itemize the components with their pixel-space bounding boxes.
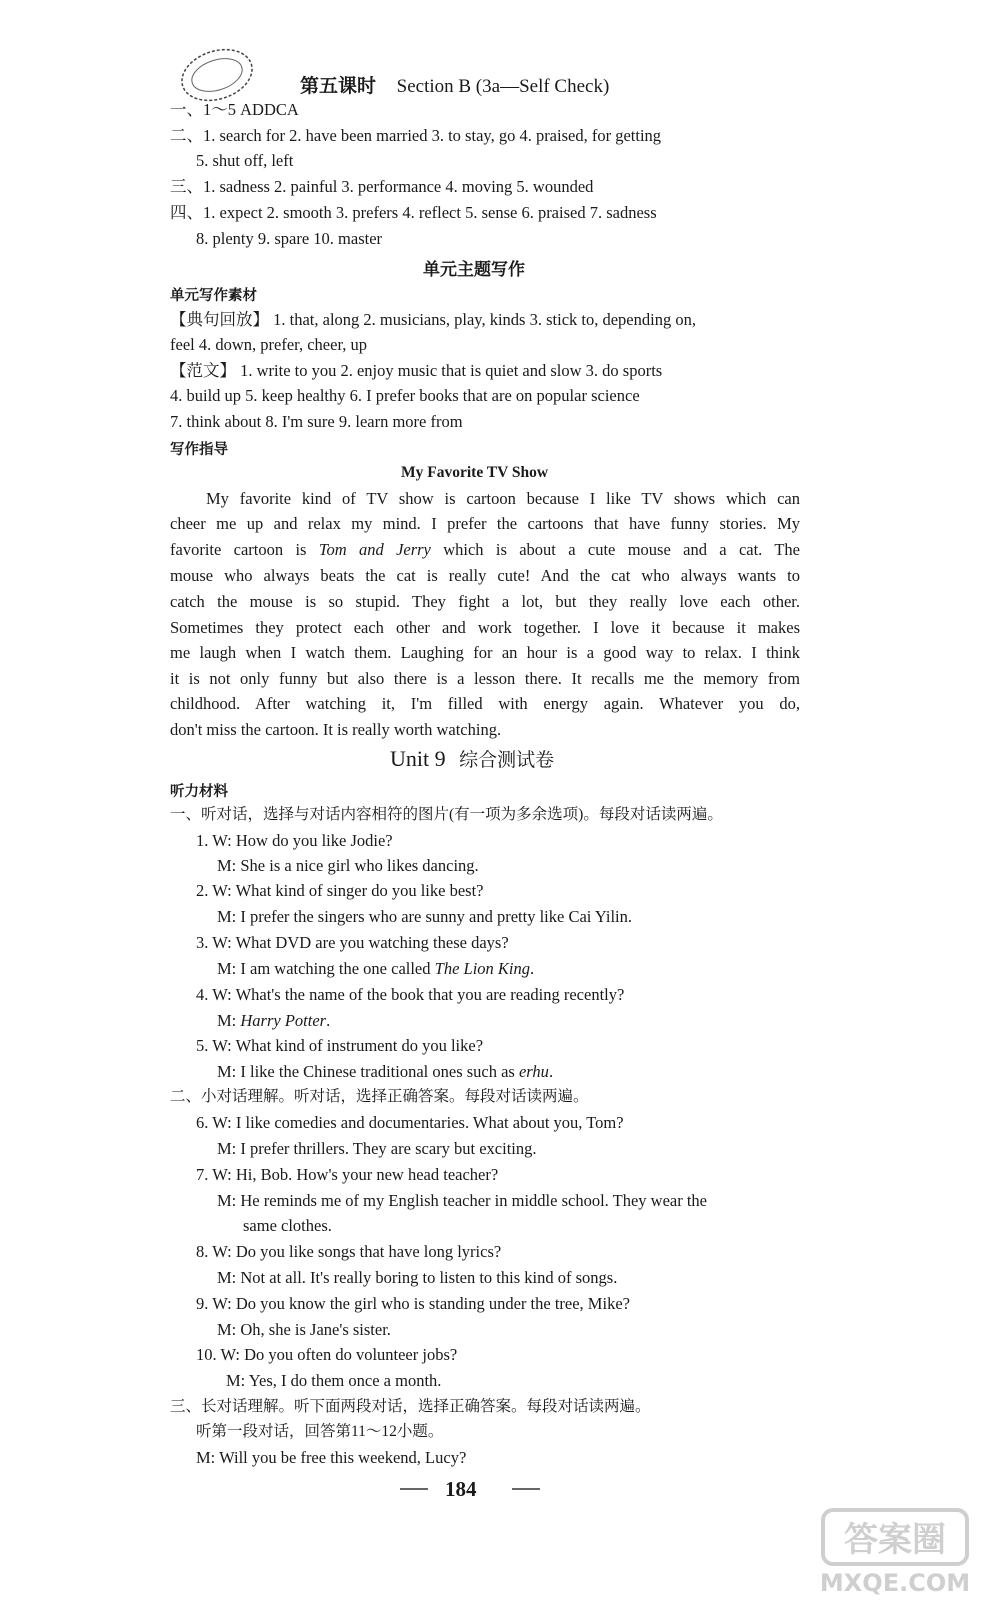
sentences-line-1: 【典句回放】 1. that, along 2. musicians, play, kinds 3. stick to, depending on, [170,310,696,329]
sample-line-3: 7. think about 8. I'm sure 9. learn more from [170,412,463,431]
page-number-dash-left [400,1488,428,1490]
stamp-mark [178,45,256,105]
essay-line-7: me laugh when I watch them. Laughing for an hour is a good way to relax. I think [170,643,800,662]
dvd-title: The Lion King [434,959,530,978]
sentences-line-2: feel 4. down, prefer, cheer, up [170,335,368,354]
unit-title [390,745,554,772]
essay-text: which is about a cute mouse and a cat. The [430,540,801,559]
answer-line-5: 四、1. expect 2. smooth 3. prefers 4. reflect 5. sense 6. praised 7. sadness [170,203,657,222]
dialogue-line: M: He reminds me of my English teacher in middle school. They wear the [217,1191,707,1210]
dialogue-line: M: I prefer thrillers. They are scary but exciting. [217,1139,537,1158]
listening-heading: 听力材料 [170,784,228,800]
book-title: Harry Potter [240,1011,327,1030]
dialogue-line: 7. W: Hi, Bob. How's your new head teacher? [196,1165,499,1184]
essay-line-5: catch the mouse is so stupid. They fight a lot, but they really love each other. [170,592,800,611]
page-number: 184 [445,1477,477,1501]
dialogue-line: 3. W: What DVD are you watching these days? [196,933,509,952]
essay-line-3 [170,539,800,561]
watermark-cn: 答案圈 [844,1520,946,1560]
dialogue-line: 2. W: What kind of singer do you like best? [196,881,484,900]
page-number-dash-right [512,1488,540,1490]
dialogue-line: M: I prefer the singers who are sunny and pretty like Cai Yilin. [217,907,632,926]
sample-line-1: 【范文】 1. write to you 2. enjoy music that is quiet and slow 3. do sports [170,361,663,380]
dialogue-line: 5. W: What kind of instrument do you like? [196,1036,484,1055]
dialogue-line: 6. W: I like comedies and documentaries. What about you, Tom? [196,1113,624,1132]
section-title-cn: 第五课时 [300,75,377,97]
answer-line-2: 二、1. search for 2. have been married 3. to stay, go 4. praised, for getting [170,126,662,145]
essay-line-6: Sometimes they protect each other and work together. I love it because it makes [170,618,800,637]
dialogue-line: M: Oh, she is Jane's sister. [217,1320,391,1339]
answer-line-3: 5. shut off, left [196,151,294,170]
dialogue-line: 1. W: How do you like Jodie? [196,831,393,850]
essay-line-1: My favorite kind of TV show is cartoon because I like TV shows which can [206,489,800,508]
part3-instruction: 三、长对话理解。听下面两段对话，选择正确答案。每段对话读两遍。 [170,1398,651,1415]
unit-title-en: Unit 9 [390,746,446,771]
unit-title-cn: 综合测试卷 [459,749,555,771]
essay-line-4: mouse who always beats the cat is really cute! And the cat who always wants to [170,566,800,585]
dialogue-text: M: [217,1011,241,1030]
dialogue-line [217,1061,553,1083]
dialogue-text: M: I am watching the one called [217,959,435,978]
cartoon-name: Tom and Jerry [318,540,431,559]
dialogue-line: M: She is a nice girl who likes dancing. [217,856,479,875]
dialogue-line: 8. W: Do you like songs that have long lyrics? [196,1242,502,1261]
dialogue-text: M: I like the Chinese traditional ones such as [217,1062,519,1081]
essay-line-2: cheer me up and relax my mind. I prefer the cartoons that have funny stories. My [170,514,800,533]
instrument-name: erhu [518,1062,549,1081]
answer-line-1: 一、1～5 ADDCA [170,100,299,119]
part2-instruction: 二、小对话理解。听对话，选择正确答案。每段对话读两遍。 [170,1088,589,1105]
part3-subinstruction: 听第一段对话，回答第11～12小题。 [196,1423,444,1440]
dialogue-text: . [530,959,535,978]
part1-instruction: 一、听对话，选择与对话内容相符的图片(有一项为多余选项)。每段对话读两遍。 [170,806,723,823]
watermark-en: MXQE.COM [820,1569,970,1597]
dialogue-line: M: Yes, I do them once a month. [226,1371,442,1390]
dialogue-line: M: Will you be free this weekend, Lucy? [196,1448,467,1467]
answer-line-4: 三、1. sadness 2. painful 3. performance 4. moving 5. wounded [170,177,594,196]
answer-line-6: 8. plenty 9. spare 10. master [196,229,383,248]
section-title [300,71,609,98]
essay-line-9: childhood. After watching it, I'm filled with energy again. Whatever you do, [170,694,800,713]
essay-line-10: don't miss the cartoon. It is really worth watching. [170,720,502,739]
dialogue-line [217,958,534,980]
guide-heading: 写作指导 [170,442,228,458]
dialogue-text: . [548,1062,554,1081]
dialogue-line: 9. W: Do you know the girl who is standing under the tree, Mike? [196,1294,630,1313]
material-heading: 单元写作素材 [170,288,257,304]
dialogue-text: . [326,1011,331,1030]
dialogue-line: 4. W: What's the name of the book that you are reading recently? [196,985,625,1004]
dialogue-line: 10. W: Do you often do volunteer jobs? [196,1345,458,1364]
dialogue-line: M: Not at all. It's really boring to listen to this kind of songs. [217,1268,618,1287]
writing-heading: 单元主题写作 [423,260,525,280]
watermark-logo [820,1507,970,1597]
dialogue-line: same clothes. [243,1216,332,1235]
sample-line-2: 4. build up 5. keep healthy 6. I prefer books that are on popular science [170,386,640,405]
essay-title: My Favorite TV Show [401,464,549,481]
section-title-en: Section B (3a—Self Check) [396,76,610,97]
essay-line-8: it is not only funny but also there is a lesson there. It recalls me the memory from [170,669,800,688]
dialogue-line [217,1010,330,1032]
essay-text: favorite cartoon is [170,540,307,559]
